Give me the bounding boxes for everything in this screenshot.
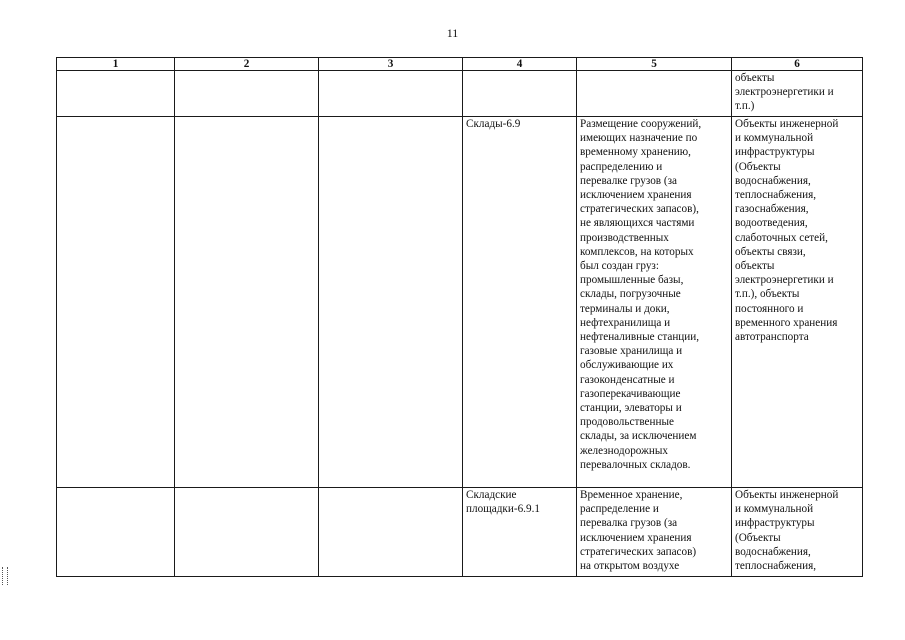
page-number: 11 [446,26,459,40]
table-cell [577,71,732,117]
table-cell [732,71,863,117]
table-header-row [57,58,863,71]
table-cell [57,117,175,488]
table-cell [319,488,463,577]
cell-text: Временное хранение, распределение и перевалка грузов (за исключением хранения стратегических запасов) на открытом воздухе [580,489,697,573]
table-cell [175,71,319,117]
table-row [57,71,863,117]
table-cell [577,117,732,488]
scan-edge-mark [2,567,8,585]
table-cell [319,71,463,117]
cell-text: Размещение сооружений, имеющих назначение по временному хранению, распределению и перевалке грузов (за исключением хранения стратегических запасов), не являющихся частями производственных комплексов, на которых был создан груз: промышленные базы, склады, погрузочные терминалы и доки, нефтехранилища и нефтеналивные станции, газовые хранилища и обслуживающие их газоконденсатные и газоперекачивающие станции, элеваторы и продовольственные склады, за исключением железнодорожных перевалочных складов. [580,118,702,471]
table-cell [175,117,319,488]
table-cell [175,488,319,577]
regulations-table [56,57,863,577]
table-cell [463,117,577,488]
cell-text: Объекты инженерной и коммунальной инфраструктуры (Объекты водоснабжения, теплоснабжения, газоснабжения, водоотведения, слаботочных сетей, объекты связи, объекты электроэнергетики и т.п.), объекты постоянного и временного хранения автотранспорта [735,118,839,344]
table-row [57,117,863,488]
cell-text: Склады-6.9 [466,118,521,130]
column-header-4: 4 [463,58,577,71]
table-cell [319,117,463,488]
table-cell [732,488,863,577]
column-header-2: 2 [175,58,319,71]
column-header-5: 5 [577,58,732,71]
column-header-1: 1 [57,58,175,71]
table-cell [463,71,577,117]
table-cell [577,488,732,577]
table-cell [57,488,175,577]
cell-text: Объекты инженерной и коммунальной инфраструктуры (Объекты водоснабжения, теплоснабжения, [735,489,839,573]
column-header-3: 3 [319,58,463,71]
cell-text: объекты электроэнергетики и т.п.) [735,72,834,113]
cell-text: Складские площадки-6.9.1 [466,489,540,516]
table-cell [732,117,863,488]
table-cell [57,71,175,117]
column-header-6: 6 [732,58,863,71]
table-cell [463,488,577,577]
table-row [57,488,863,577]
